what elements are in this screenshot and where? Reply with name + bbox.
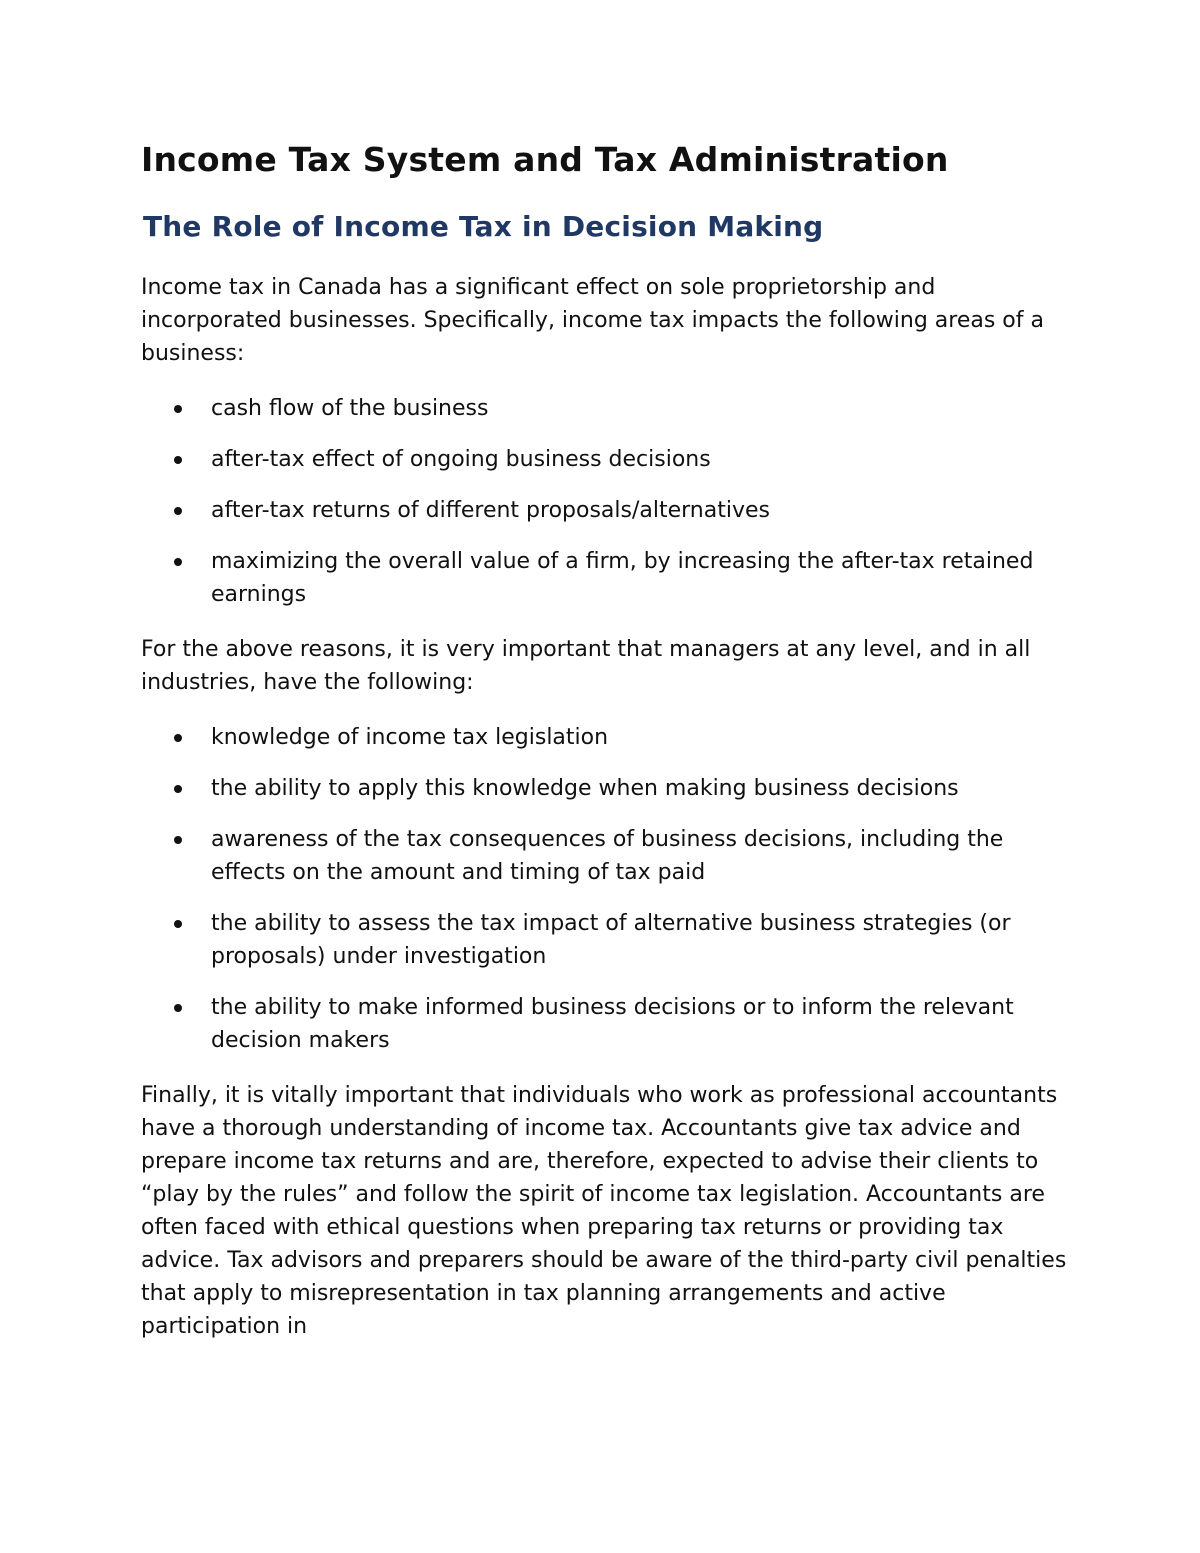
bullet-icon bbox=[174, 920, 182, 928]
list-item bbox=[141, 494, 1071, 527]
bullet-icon bbox=[174, 734, 182, 742]
list-item bbox=[141, 721, 1071, 754]
list-item bbox=[141, 907, 1071, 973]
list-item bbox=[141, 991, 1071, 1057]
bullet-icon bbox=[174, 558, 182, 566]
list-item bbox=[141, 772, 1071, 805]
list-item bbox=[141, 443, 1071, 476]
list-item-text: after-tax returns of different proposals/alternatives bbox=[211, 498, 770, 523]
bullet-icon bbox=[174, 836, 182, 844]
list-item-text: the ability to make informed business decisions or to inform the relevant decision makers bbox=[211, 995, 1014, 1053]
list-item-text: maximizing the overall value of a firm, by increasing the after-tax retained earnings bbox=[211, 549, 1034, 607]
bullet-icon bbox=[174, 785, 182, 793]
list-item-text: after-tax effect of ongoing business decisions bbox=[211, 447, 711, 472]
list-item-text: the ability to apply this knowledge when making business decisions bbox=[211, 776, 959, 801]
bullet-icon bbox=[174, 456, 182, 464]
document-title: Income Tax System and Tax Administration bbox=[141, 140, 949, 179]
intro-paragraph: Income tax in Canada has a significant effect on sole proprietorship and incorporated businesses. Specifically, income tax impacts the following areas of a business: bbox=[141, 275, 1044, 366]
list-item bbox=[141, 823, 1071, 889]
bullet-icon bbox=[174, 405, 182, 413]
list-item bbox=[141, 392, 1071, 425]
list-item-text: knowledge of income tax legislation bbox=[211, 725, 609, 750]
list-item bbox=[141, 545, 1071, 611]
closing-paragraph: Finally, it is vitally important that individuals who work as professional accountants have a thorough understanding of income tax. Accountants give tax advice and prepare income tax returns and are, therefore, expected to advise their clients to “play by the rules” and follow the spirit of income tax legislation. Accountants are often faced with ethical questions when preparing tax returns or providing tax advice. Tax advisors and preparers should be aware of the third-party civil penalties that apply to misrepresentation in tax planning arrangements and active participation in bbox=[141, 1083, 1067, 1339]
middle-paragraph: For the above reasons, it is very important that managers at any level, and in all industries, have the following: bbox=[141, 637, 1031, 695]
list-item-text: the ability to assess the tax impact of alternative business strategies (or proposals) under investigation bbox=[211, 911, 1011, 969]
document-content bbox=[141, 138, 1071, 1343]
bullet-icon bbox=[174, 507, 182, 515]
section-heading: The Role of Income Tax in Decision Making bbox=[143, 210, 824, 243]
bullet-icon bbox=[174, 1004, 182, 1012]
list-item-text: awareness of the tax consequences of business decisions, including the effects on the amount and timing of tax paid bbox=[211, 827, 1004, 885]
manager-requirements-list bbox=[141, 721, 1071, 1057]
impact-areas-list bbox=[141, 392, 1071, 611]
list-item-text: cash flow of the business bbox=[211, 396, 489, 421]
